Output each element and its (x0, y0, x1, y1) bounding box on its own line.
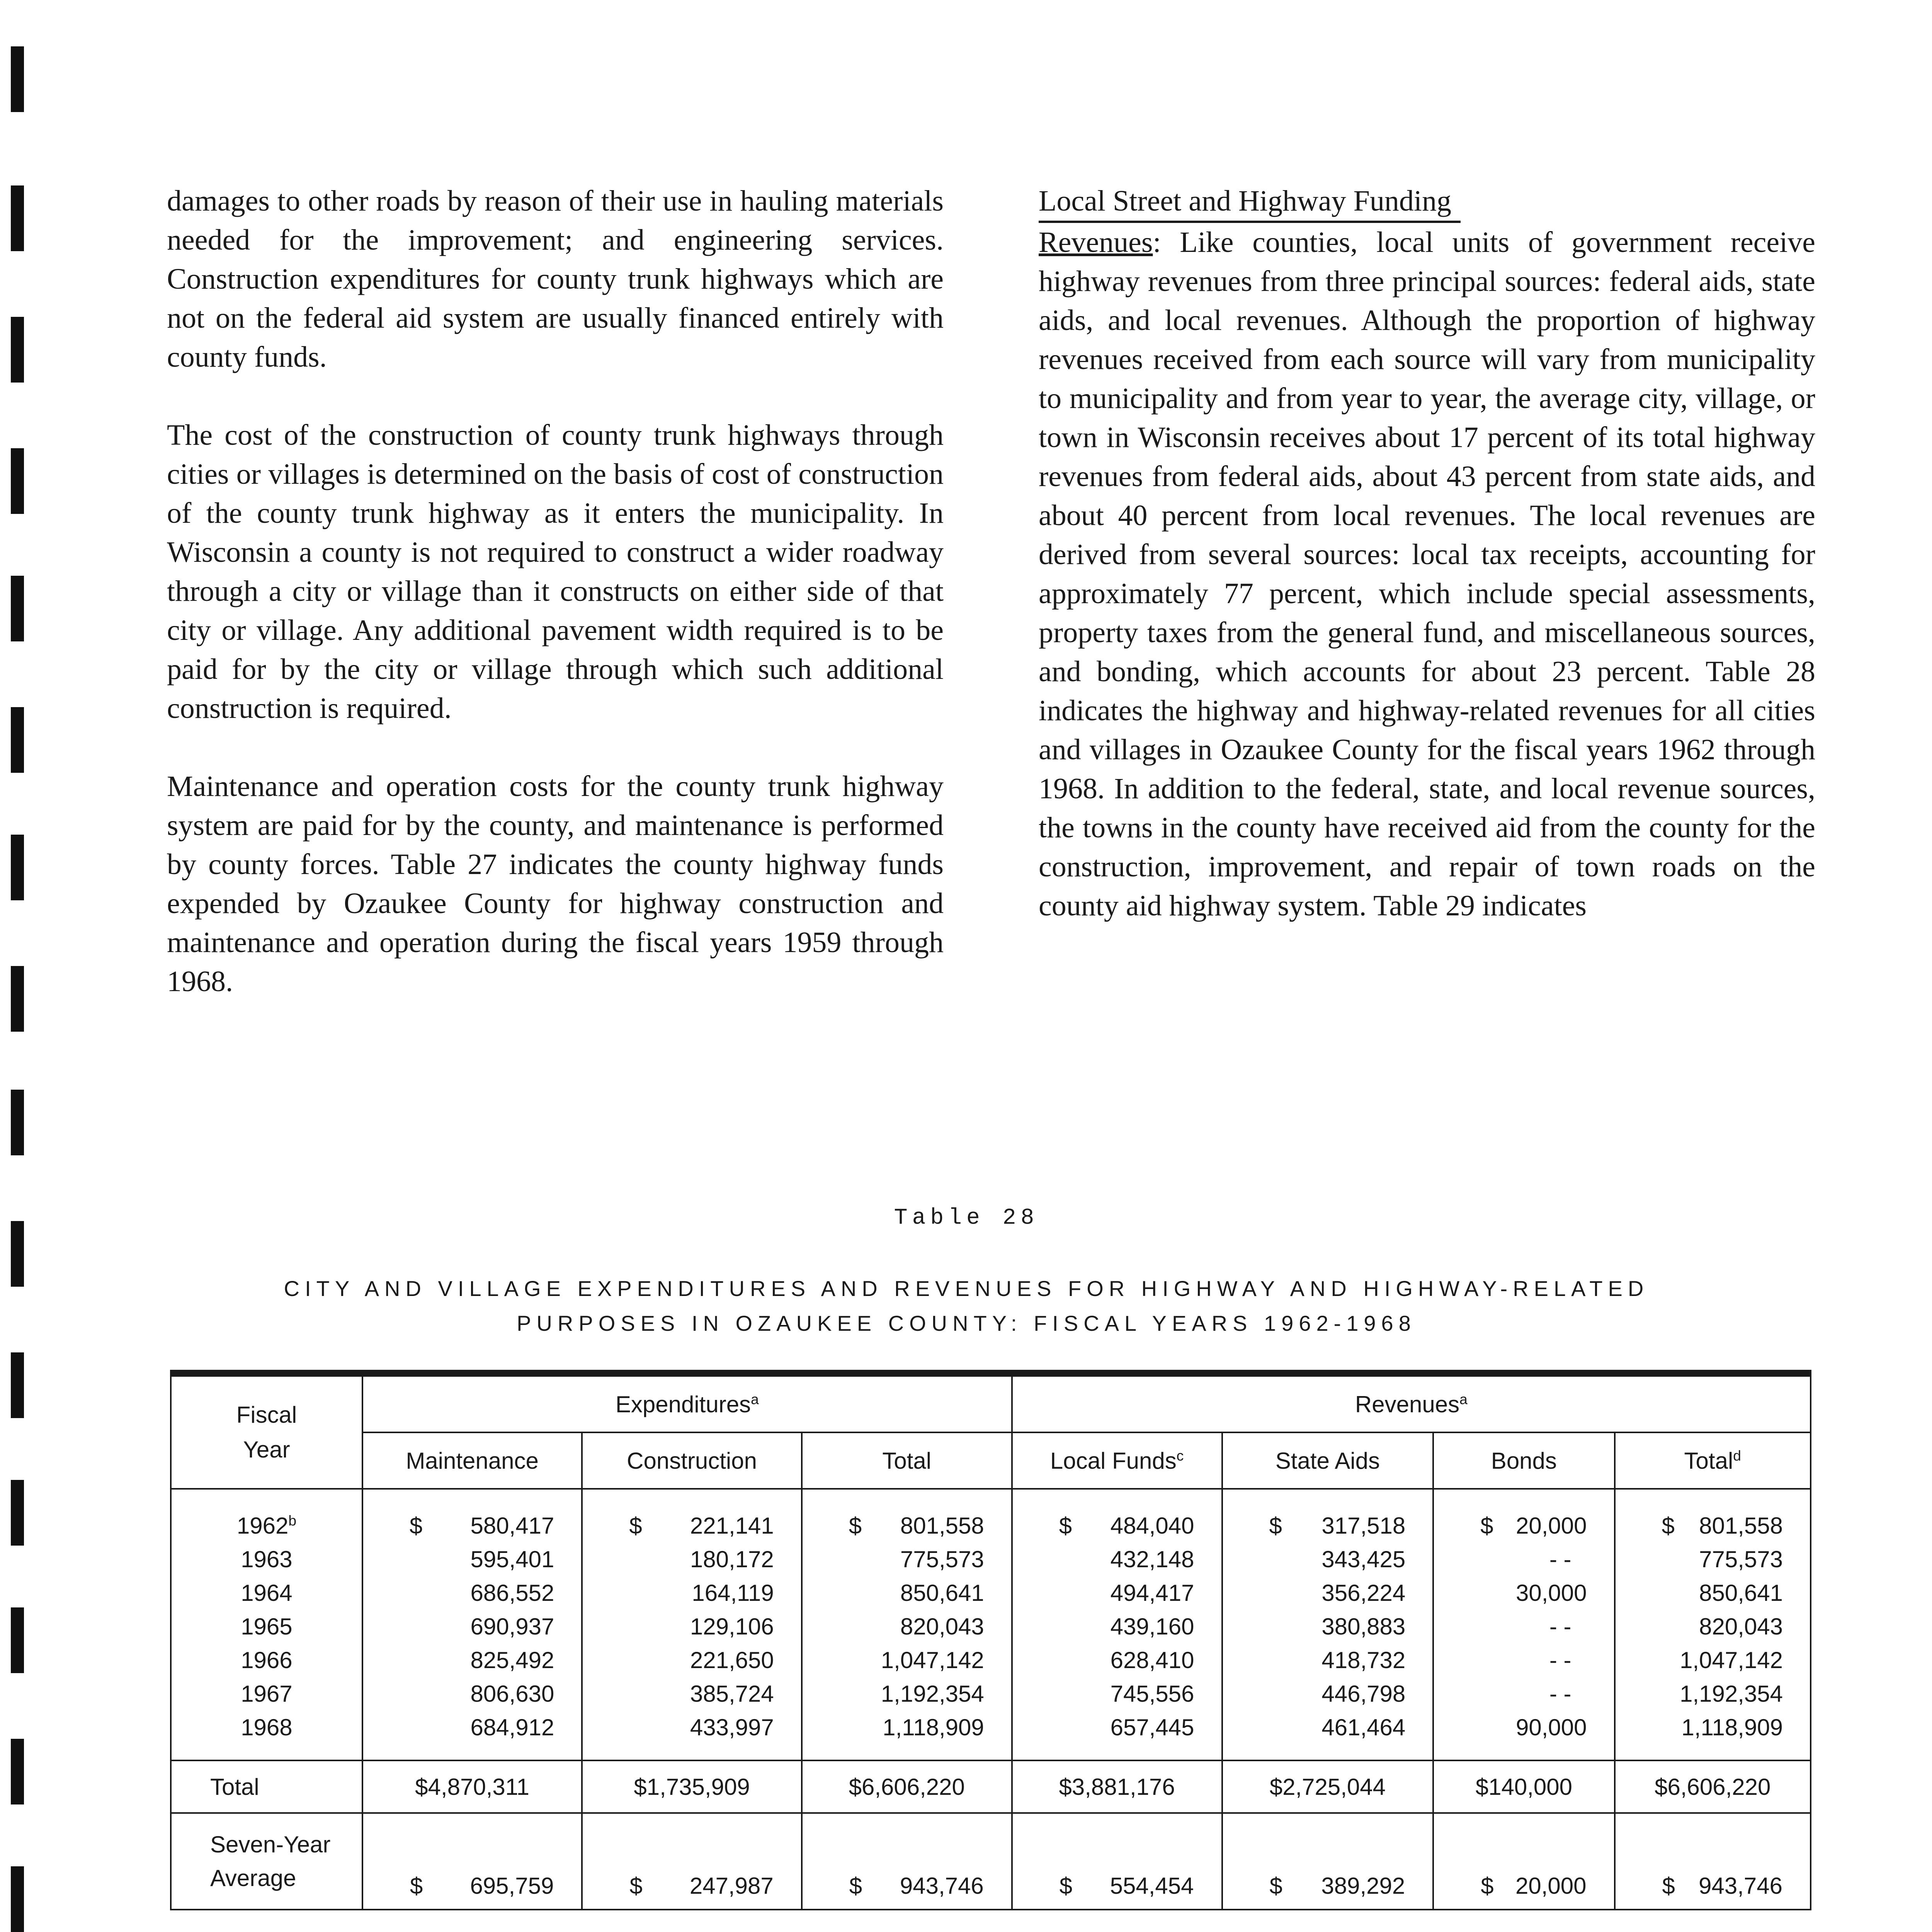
cell: $1,735,909 (582, 1760, 801, 1813)
binder-mark (11, 1352, 24, 1418)
table-cell (1059, 1509, 1194, 1543)
cell (582, 1813, 801, 1910)
binder-mark (11, 1739, 24, 1804)
paragraph: damages to other roads by reason of their use in hauling materials needed for the improvement; and engineering services. Construction expenditures for county trunk highways which are not on the federal aid system are usually financed entirely with county funds. (167, 185, 944, 373)
table-cell (1059, 1643, 1194, 1677)
table-cell (1269, 1643, 1406, 1677)
table-cell (1662, 1711, 1783, 1744)
cell-value: 1,192,354 (1680, 1681, 1783, 1707)
cell-value: 484,040 (1110, 1513, 1194, 1539)
table-cell (1480, 1711, 1587, 1744)
cell-value: - - (1549, 1614, 1571, 1639)
table-cell (1662, 1509, 1783, 1543)
cell-value: 554,454 (1110, 1873, 1194, 1899)
cell-value: 943,746 (900, 1873, 984, 1899)
table-cell (1480, 1677, 1587, 1711)
cell (362, 1813, 582, 1910)
fiscal-year-header (171, 1373, 362, 1489)
cell: $3,881,176 (1012, 1760, 1222, 1813)
year-label: 1968 (241, 1714, 293, 1740)
paragraph-body: : Like counties, local units of government receive highway revenues from three principal sources: federal aids, state aids, and local revenues. Although the proportion of highway revenues received from each source will vary from municipality to municipality and from year to year, the average city, village, or town in Wisconsin receives about 17 percent of its total highway revenues from federal aids, about 43 percent from state aids, and about 40 percent from local revenues. The local revenues are derived from several sources: local tax receipts, accounting for approximately 77 percent, which include special assessments, property taxes from the general fund, and miscellaneous sources, and bonding, which accounts for about 23 percent. Table 28 indicates the highway and highway-related revenues for all cities and villages in Ozaukee County for the fiscal years 1962 through 1968. In addition to the federal, state, and local revenue sources, the towns in the county have received aid from the county for the construction, improvement, and repair of town roads on the county aid highway system. Table 29 indicates (1039, 226, 1815, 922)
state-aids-column (1222, 1489, 1434, 1760)
table-cell (849, 1576, 984, 1610)
cell-value: 180,172 (690, 1546, 774, 1572)
footnote-mark: b (288, 1512, 297, 1529)
table-cell (1059, 1711, 1194, 1744)
table-cell (1269, 1543, 1406, 1576)
cell-value: 1,047,142 (1680, 1647, 1783, 1673)
row-label-line: Seven-Year (210, 1832, 331, 1857)
expenditures-header (362, 1373, 1012, 1432)
paragraph: Maintenance and operation costs for the county trunk highway system are paid for by the county, and maintenance is performed by county forces. Table 27 indicates the county highway funds expended by Ozaukee County for highway construction and maintenance and operation during the fiscal years 1959 through 1968. (167, 770, 944, 998)
dollar-sign: $ (409, 1513, 423, 1539)
table-cell (849, 1509, 984, 1543)
dollar-sign: $ (1662, 1873, 1675, 1899)
left-column (167, 182, 944, 1040)
table-cell (1480, 1543, 1587, 1576)
cell-value: 1,118,909 (883, 1714, 984, 1740)
col-header (1012, 1432, 1222, 1489)
cell-value: 695,759 (470, 1873, 554, 1899)
table-cell (410, 1576, 554, 1610)
table-cell (1480, 1576, 1587, 1610)
dollar-sign: $ (629, 1873, 643, 1899)
row-label: Total (171, 1760, 362, 1813)
paragraph: The cost of the construction of county trunk highways through cities or villages is determined on the basis of cost of construction of the county trunk highway as it enters the municipality. In Wisconsin a county is not required to construct a wider roadway through a city or village than it constructs on either side of that city or village. Any additional pavement width required is to be paid for by the city or village through which such additional construction is required. (167, 419, 944, 724)
table-cell (1480, 1643, 1587, 1677)
cell-value: 1,047,142 (881, 1647, 984, 1673)
cell-value: 385,724 (690, 1681, 774, 1707)
col-header: State Aids (1222, 1432, 1434, 1489)
cell-value: 820,043 (900, 1614, 984, 1639)
header-text: Expenditures (615, 1391, 751, 1417)
dollar-sign: $ (1480, 1513, 1493, 1539)
footnote-mark: d (1733, 1447, 1741, 1464)
binder-mark (11, 185, 24, 251)
cell-value: 628,410 (1110, 1647, 1194, 1673)
cell-value: 221,650 (690, 1647, 774, 1673)
cell-value: 580,417 (470, 1513, 554, 1539)
dollar-sign: $ (1269, 1873, 1282, 1899)
table-title-line: CITY AND VILLAGE EXPENDITURES AND REVENUES FOR HIGHWAY AND HIGHWAY-RELATED (284, 1276, 1649, 1301)
dollar-sign: $ (1269, 1513, 1282, 1539)
table-cell (410, 1610, 554, 1643)
binder-mark (11, 966, 24, 1032)
col-header: Construction (582, 1432, 801, 1489)
table-cell (1269, 1610, 1406, 1643)
binder-mark (11, 835, 24, 900)
cell: $4,870,311 (362, 1760, 582, 1813)
cell: $2,725,044 (1222, 1760, 1434, 1813)
table-cell (629, 1711, 774, 1744)
table-cell (1059, 1543, 1194, 1576)
cell-value: 356,224 (1321, 1580, 1406, 1606)
cell: $6,606,220 (1615, 1760, 1811, 1813)
cell-value: 418,732 (1321, 1647, 1406, 1673)
table-cell (410, 1643, 554, 1677)
table-cell (849, 1677, 984, 1711)
cell-value: - - (1549, 1681, 1571, 1707)
table-cell (1662, 1677, 1783, 1711)
revenues-header (1012, 1373, 1811, 1432)
cell-value: 825,492 (470, 1647, 554, 1673)
cell: $6,606,220 (802, 1760, 1012, 1813)
footnote-mark: a (1459, 1391, 1468, 1407)
dollar-sign: $ (1059, 1513, 1072, 1539)
cell-value: 820,043 (1699, 1614, 1783, 1639)
cell-value: 461,464 (1321, 1714, 1406, 1740)
paragraph-lead: Revenues (1039, 226, 1153, 259)
cell-value: 129,106 (690, 1614, 774, 1639)
binder-mark (11, 317, 24, 383)
year-label: 1964 (241, 1580, 293, 1606)
cell-value: 745,556 (1110, 1681, 1194, 1707)
data-table (170, 1370, 1811, 1910)
cell-value: 1,192,354 (881, 1681, 984, 1707)
year-label: 1967 (241, 1681, 293, 1707)
dollar-sign: $ (849, 1873, 862, 1899)
average-row (171, 1813, 1811, 1910)
dollar-sign: $ (410, 1873, 423, 1899)
table-cell (1662, 1643, 1783, 1677)
cell-value: 686,552 (470, 1580, 554, 1606)
cell-value: 439,160 (1110, 1614, 1194, 1639)
binder-mark (11, 1090, 24, 1155)
total-column (802, 1489, 1012, 1760)
binder-mark (11, 46, 24, 112)
table-cell (1269, 1677, 1406, 1711)
binder-mark (11, 707, 24, 773)
binder-mark (11, 576, 24, 641)
cell (802, 1813, 1012, 1910)
binder-mark (11, 1480, 24, 1546)
construction-column (582, 1489, 801, 1760)
table-cell (849, 1711, 984, 1744)
table-cell (410, 1677, 554, 1711)
dollar-sign: $ (1481, 1873, 1494, 1899)
table-cell (629, 1610, 774, 1643)
table-title-line: PURPOSES IN OZAUKEE COUNTY: FISCAL YEARS 1962-1968 (517, 1311, 1416, 1335)
cell-value: 1,118,909 (1681, 1714, 1783, 1740)
header-text: Local Funds (1050, 1447, 1177, 1474)
table-label: Table 28 (894, 1206, 1039, 1231)
cell-value: 850,641 (1699, 1580, 1783, 1606)
cell-value: 801,558 (900, 1513, 984, 1539)
table-header-row (171, 1373, 1811, 1432)
cell-value: 690,937 (470, 1614, 554, 1639)
col-header: Bonds (1433, 1432, 1614, 1489)
cell-value: 943,746 (1699, 1873, 1782, 1899)
dollar-sign: $ (1059, 1873, 1073, 1899)
table-cell (1059, 1677, 1194, 1711)
cell-value: 657,445 (1110, 1714, 1194, 1740)
dollar-sign: $ (1662, 1513, 1675, 1539)
header-text: Fiscal (236, 1402, 297, 1428)
cell-value: 343,425 (1321, 1546, 1406, 1572)
table-cell (1480, 1610, 1587, 1643)
footnote-mark: c (1176, 1447, 1184, 1464)
header-text: Revenues (1355, 1391, 1460, 1417)
table-cell (1269, 1576, 1406, 1610)
cell-value: 90,000 (1516, 1714, 1587, 1740)
col-header (1615, 1432, 1811, 1489)
cell-value: - - (1549, 1647, 1571, 1673)
row-label (171, 1813, 362, 1910)
col-header: Maintenance (362, 1432, 582, 1489)
table-body-row (171, 1489, 1811, 1760)
cell-value: 801,558 (1699, 1513, 1783, 1539)
cell-value: 247,987 (689, 1873, 774, 1899)
cell-value: 433,997 (690, 1714, 774, 1740)
table-cell (1662, 1543, 1783, 1576)
table-cell (410, 1509, 554, 1543)
year-label: 1962$^b$ (236, 1512, 297, 1539)
binder-mark (11, 448, 24, 514)
year-label: 1965 (241, 1614, 293, 1639)
table-cell (849, 1543, 984, 1576)
cell-value: 775,573 (1699, 1546, 1783, 1572)
cell-value: 446,798 (1321, 1681, 1406, 1707)
cell-value: 164,119 (692, 1580, 774, 1606)
year-column (171, 1489, 362, 1760)
cell: $140,000 (1433, 1760, 1614, 1813)
table-cell (629, 1543, 774, 1576)
table-cell (849, 1643, 984, 1677)
cell-value: - - (1549, 1546, 1571, 1572)
maintenance-column (362, 1489, 582, 1760)
paragraph (1039, 223, 1815, 925)
cell (1615, 1813, 1811, 1910)
table-title (0, 1271, 1932, 1341)
cell-value: 775,573 (900, 1546, 984, 1572)
cell-value: 30,000 (1516, 1580, 1587, 1606)
cell-value: 684,912 (470, 1714, 554, 1740)
table-cell (629, 1643, 774, 1677)
year-label: 1966 (241, 1647, 293, 1673)
dollar-sign: $ (629, 1513, 642, 1539)
cell-value: 317,518 (1321, 1513, 1406, 1539)
local-funds-column (1012, 1489, 1222, 1760)
year-label: 1963 (241, 1546, 293, 1572)
table-cell (1662, 1576, 1783, 1610)
dollar-sign: $ (849, 1513, 862, 1539)
table-cell (410, 1711, 554, 1744)
table-cell (1059, 1610, 1194, 1643)
cell (1012, 1813, 1222, 1910)
bonds-column (1433, 1489, 1614, 1760)
table-cell (629, 1509, 774, 1543)
table-cell (410, 1543, 554, 1576)
revenue-total-column (1615, 1489, 1811, 1760)
binder-mark (11, 1607, 24, 1673)
table-cell (849, 1610, 984, 1643)
section-heading: Local Street and Highway Funding (1039, 182, 1461, 223)
table-cell (1662, 1610, 1783, 1643)
cell-value: 595,401 (470, 1546, 554, 1572)
table-cell (1480, 1509, 1587, 1543)
table-cell (1059, 1576, 1194, 1610)
table-cell (1269, 1509, 1406, 1543)
header-text: Total (1684, 1447, 1733, 1474)
row-label-line: Average (210, 1865, 296, 1891)
footnote-mark: a (751, 1391, 759, 1407)
cell (1222, 1813, 1434, 1910)
table-cell (629, 1677, 774, 1711)
cell-value: 432,148 (1110, 1546, 1194, 1572)
cell-value: 389,292 (1321, 1873, 1405, 1899)
table-cell (1269, 1711, 1406, 1744)
cell (1433, 1813, 1614, 1910)
table-subheader-row (171, 1432, 1811, 1489)
header-text: Year (243, 1437, 290, 1463)
cell-value: 20,000 (1516, 1513, 1587, 1539)
cell-value: 221,141 (690, 1513, 774, 1539)
table-cell (629, 1576, 774, 1610)
cell-value: 380,883 (1321, 1614, 1406, 1639)
cell-value: 850,641 (900, 1580, 984, 1606)
right-column (1039, 182, 1815, 964)
binder-mark (11, 1866, 24, 1932)
cell-value: 20,000 (1515, 1873, 1587, 1899)
cell-value: 806,630 (470, 1681, 554, 1707)
col-header: Total (802, 1432, 1012, 1489)
cell-value: 494,417 (1110, 1580, 1194, 1606)
total-row (171, 1760, 1811, 1813)
